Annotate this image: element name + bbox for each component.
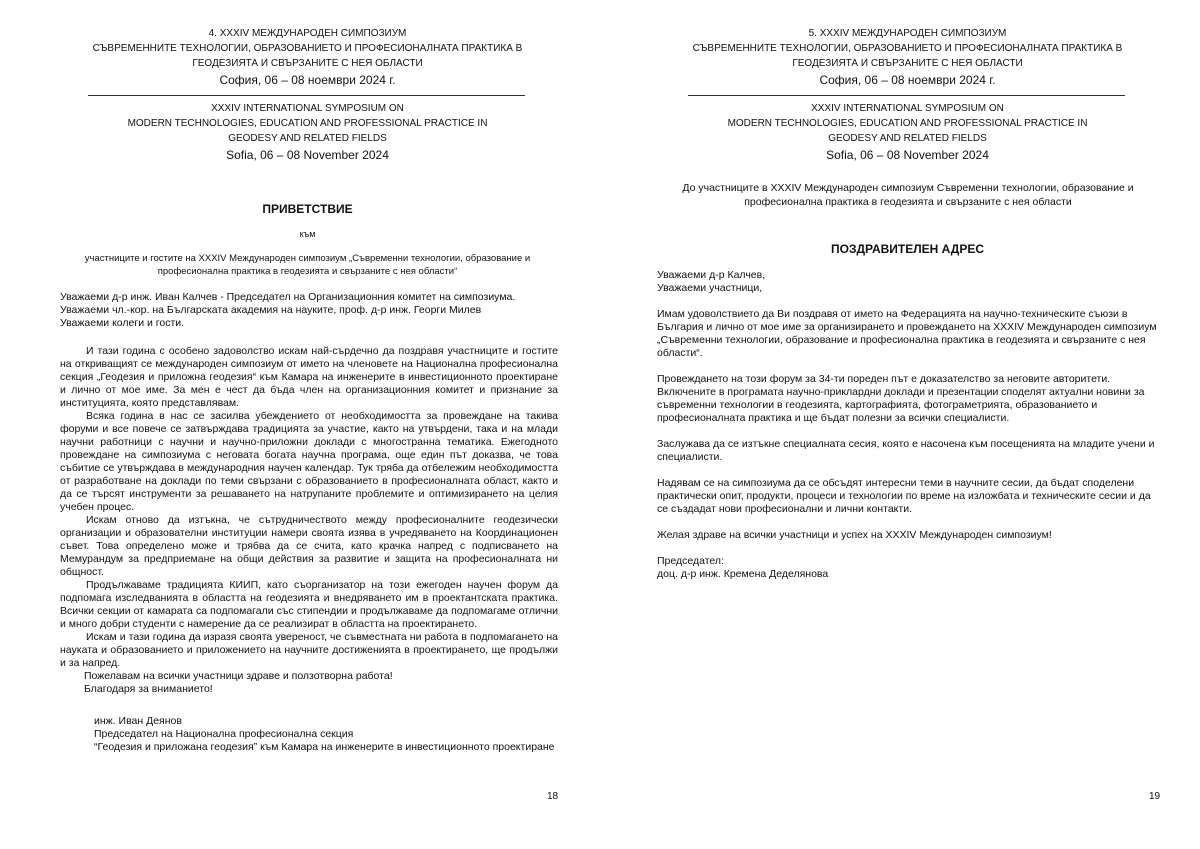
greeting-line: Уважаеми чл.-кор. на Българската академия на науките, проф. д-р инж. Георги Милев	[60, 304, 482, 316]
header-english	[660, 101, 1155, 164]
signature-title: Председател:	[657, 555, 724, 567]
closing-wish: Пожелавам на всички участници здраве и ползотворна работа!	[84, 670, 393, 682]
paragraph: Желая здраве на всички участници и успех на XXXIV Международен симпозиум!	[657, 529, 1052, 541]
header-bg-line-2: СЪВРЕМЕННИТЕ ТЕХНОЛОГИИ, ОБРАЗОВАНИЕТО И ПРОФЕСИОНАЛНАТА ПРАКТИКА В	[92, 43, 523, 54]
intro-line-1: участниците и гостите на XXXIV Международен симпозиум „Съвременни технологии, образование и	[84, 253, 531, 264]
header-en-line-3: GEODESY AND RELATED FIELDS	[228, 133, 387, 144]
page-title: ПРИВЕТСТВИЕ	[262, 202, 353, 216]
page-title: ПОЗДРАВИТЕЛЕН АДРЕС	[830, 242, 985, 256]
to-word: към	[299, 229, 316, 239]
header-bg-line-2: СЪВРЕМЕННИТЕ ТЕХНОЛОГИИ, ОБРАЗОВАНИЕТО И ПРОФЕСИОНАЛНАТА ПРАКТИКА В	[692, 43, 1123, 54]
header-en-date: Sofia, 06 – 08 November 2024	[226, 148, 389, 162]
header-bg-line-1: 4. XXXIV МЕЖДУНАРОДЕН СИМПОЗИУМ	[208, 28, 407, 39]
header-bg-line-1: 5. XXXIV МЕЖДУНАРОДЕН СИМПОЗИУМ	[808, 28, 1007, 39]
closing-thanks: Благодаря за вниманието!	[84, 683, 213, 695]
page-number: 18	[547, 791, 559, 802]
addressee-line-2: професионална практика в геодезията и свързаните с нея области	[744, 196, 1072, 208]
header-en-line-2: MODERN TECHNOLOGIES, EDUCATION AND PROFESSIONAL PRACTICE IN	[127, 118, 488, 129]
header-en-line-3: GEODESY AND RELATED FIELDS	[828, 133, 987, 144]
body-text	[60, 345, 558, 696]
signature-name: доц. д-р инж. Кремена Деделянова	[657, 568, 829, 580]
paragraph: Провеждането на този форум за 34-ти пореден път е доказателство за неговите авторитети. Включените в програмата научно-приклардни доклади и презентации споделят актуални новини за съвременни технологии в геодезията, картографията, фотограметрията, образованието и професионалната практика и ще бъдат полезни за всички специалисти.	[657, 373, 1145, 424]
paragraph: Надявам се на симпозиума да се обсъдят интересни теми в научните сесии, да бъдат споделени практически опит, продукти, процеси и технологии по време на изложбата и техническите сесии и да се създадат нови професионални и лични контакти.	[657, 477, 1151, 515]
paragraph: И тази година с особено задоволство искам най-сърдечно да поздравя участниците и гостите на откриващият се международен симпозиум от името на членовете на Национална професионална секция „Геодезия и приложна геодезия“ към Камара на инженерите в инвестиционното проектиране и лично от мое име. За мен е чест да бъда член на организационния комитет и признание за институцията, която представлявам.	[60, 345, 558, 409]
paragraph: Имам удоволствието да Ви поздравя от името на Федерацията на научно-техническите съюзи в България и лично от мое име за организирането и провеждането на XXXIV Международен симпозиум „Съвременни технологии, образование и професионална практика в геодезията и свързаните с нея области“.	[657, 308, 1157, 359]
intro-text	[60, 252, 555, 278]
signature-position: Председател на Национална професионална секция	[94, 728, 354, 740]
greeting-line: Уважаеми колеги и гости.	[60, 317, 185, 329]
paragraph: Искам отново да изтъкна, че сътрудничеството между професионалните геодезически организации и образователни институции намери своята изява в учредяването на Координационен съвет. Това определено може и трябва да се счита, като крачка напред с подписването на Мемурандум за предприемане на общи действия за развитие и защита на професионалната ни общност.	[60, 514, 558, 578]
header-bg-date: София, 06 – 08 ноември 2024 г.	[819, 73, 996, 87]
paragraph: Заслужава да се изтъкне специалната сесия, която е насочена към посещенията на младите учени и специалисти.	[657, 438, 1155, 463]
header-en-line-1: XXXIV INTERNATIONAL SYMPOSIUM ON	[811, 103, 1004, 114]
header-divider	[88, 95, 525, 96]
header-english	[60, 101, 555, 164]
intro-line-2: професионална практика в геодезията и свързаните с нея области“	[157, 266, 458, 277]
paragraph: Всяка година в нас се засилва убеждението от необходимостта за провеждане на такива форуми и все повече се затвърждава традицията за участие, както на утвърдени, така и на млади научни работници с научни и научно-приложни доклади с многостранна тематика. Ежегодното провеждане на симпозиума с неговата богата научна програма, още един път доказва, че това събитие се утвърждава в международния научен календар. Тук тряба да отбележим необходимостта от разработване на доклади по теми свързани с образованието в професионалната област, както и да се търсят инструменти за решаването на натрупаните проблемите и оптимизирането на целия учебен процес.	[60, 410, 558, 513]
header-bg-line-3: ГЕОДЕЗИЯТА И СВЪРЗАНИТЕ С НЕЯ ОБЛАСТИ	[192, 58, 423, 69]
body-text	[657, 269, 1157, 581]
greeting-line: Уважаеми д-р инж. Иван Калчев - Председател на Организационния комитет на симпозиума.	[60, 291, 516, 303]
header-en-line-1: XXXIV INTERNATIONAL SYMPOSIUM ON	[211, 103, 404, 114]
header-bg-line-3: ГЕОДЕЗИЯТА И СВЪРЗАНИТЕ С НЕЯ ОБЛАСТИ	[792, 58, 1023, 69]
greetings	[60, 291, 560, 330]
paragraph: Продължаваме традицията КИИП, като съорганизатор на този ежегоден научен форум да подпомага изследванията в областта на геодезията и внедряването им в проектантската практика. Всички секции от камарата са подпомагали със стипендии и продължаваме да подпомагаме отлични и много добри студенти с намерение да се реализират в областта на проектирането.	[60, 579, 558, 630]
salutation: Уважаеми участници,	[657, 282, 763, 294]
paragraph: Искам и тази година да изразя своята увереност, че съвместната ни работа в подпомагането на науката и образованието и приложението на научните достиженията в проектирането, ще продължи и за напред.	[60, 631, 558, 669]
addressee	[658, 181, 1158, 209]
signature-block	[60, 715, 558, 754]
header-bulgarian	[60, 26, 555, 89]
addressee-line-1: До участниците в XXXIV Международен симпозиум Съвременни технологии, образование и	[682, 182, 1134, 194]
signature-name: инж. Иван Деянов	[94, 715, 182, 727]
signature-section: “Геодезия и приложана геодезия” към Камара на инженерите в инвестиционното проектиране	[94, 741, 555, 753]
header-divider	[688, 95, 1125, 96]
header-en-line-2: MODERN TECHNOLOGIES, EDUCATION AND PROFESSIONAL PRACTICE IN	[727, 118, 1088, 129]
header-bulgarian	[660, 26, 1155, 89]
salutation: Уважаеми д-р Калчев,	[657, 269, 766, 281]
header-en-date: Sofia, 06 – 08 November 2024	[826, 148, 989, 162]
page-number: 19	[1149, 791, 1161, 802]
right-page	[600, 0, 1200, 849]
header-bg-date: София, 06 – 08 ноември 2024 г.	[219, 73, 396, 87]
